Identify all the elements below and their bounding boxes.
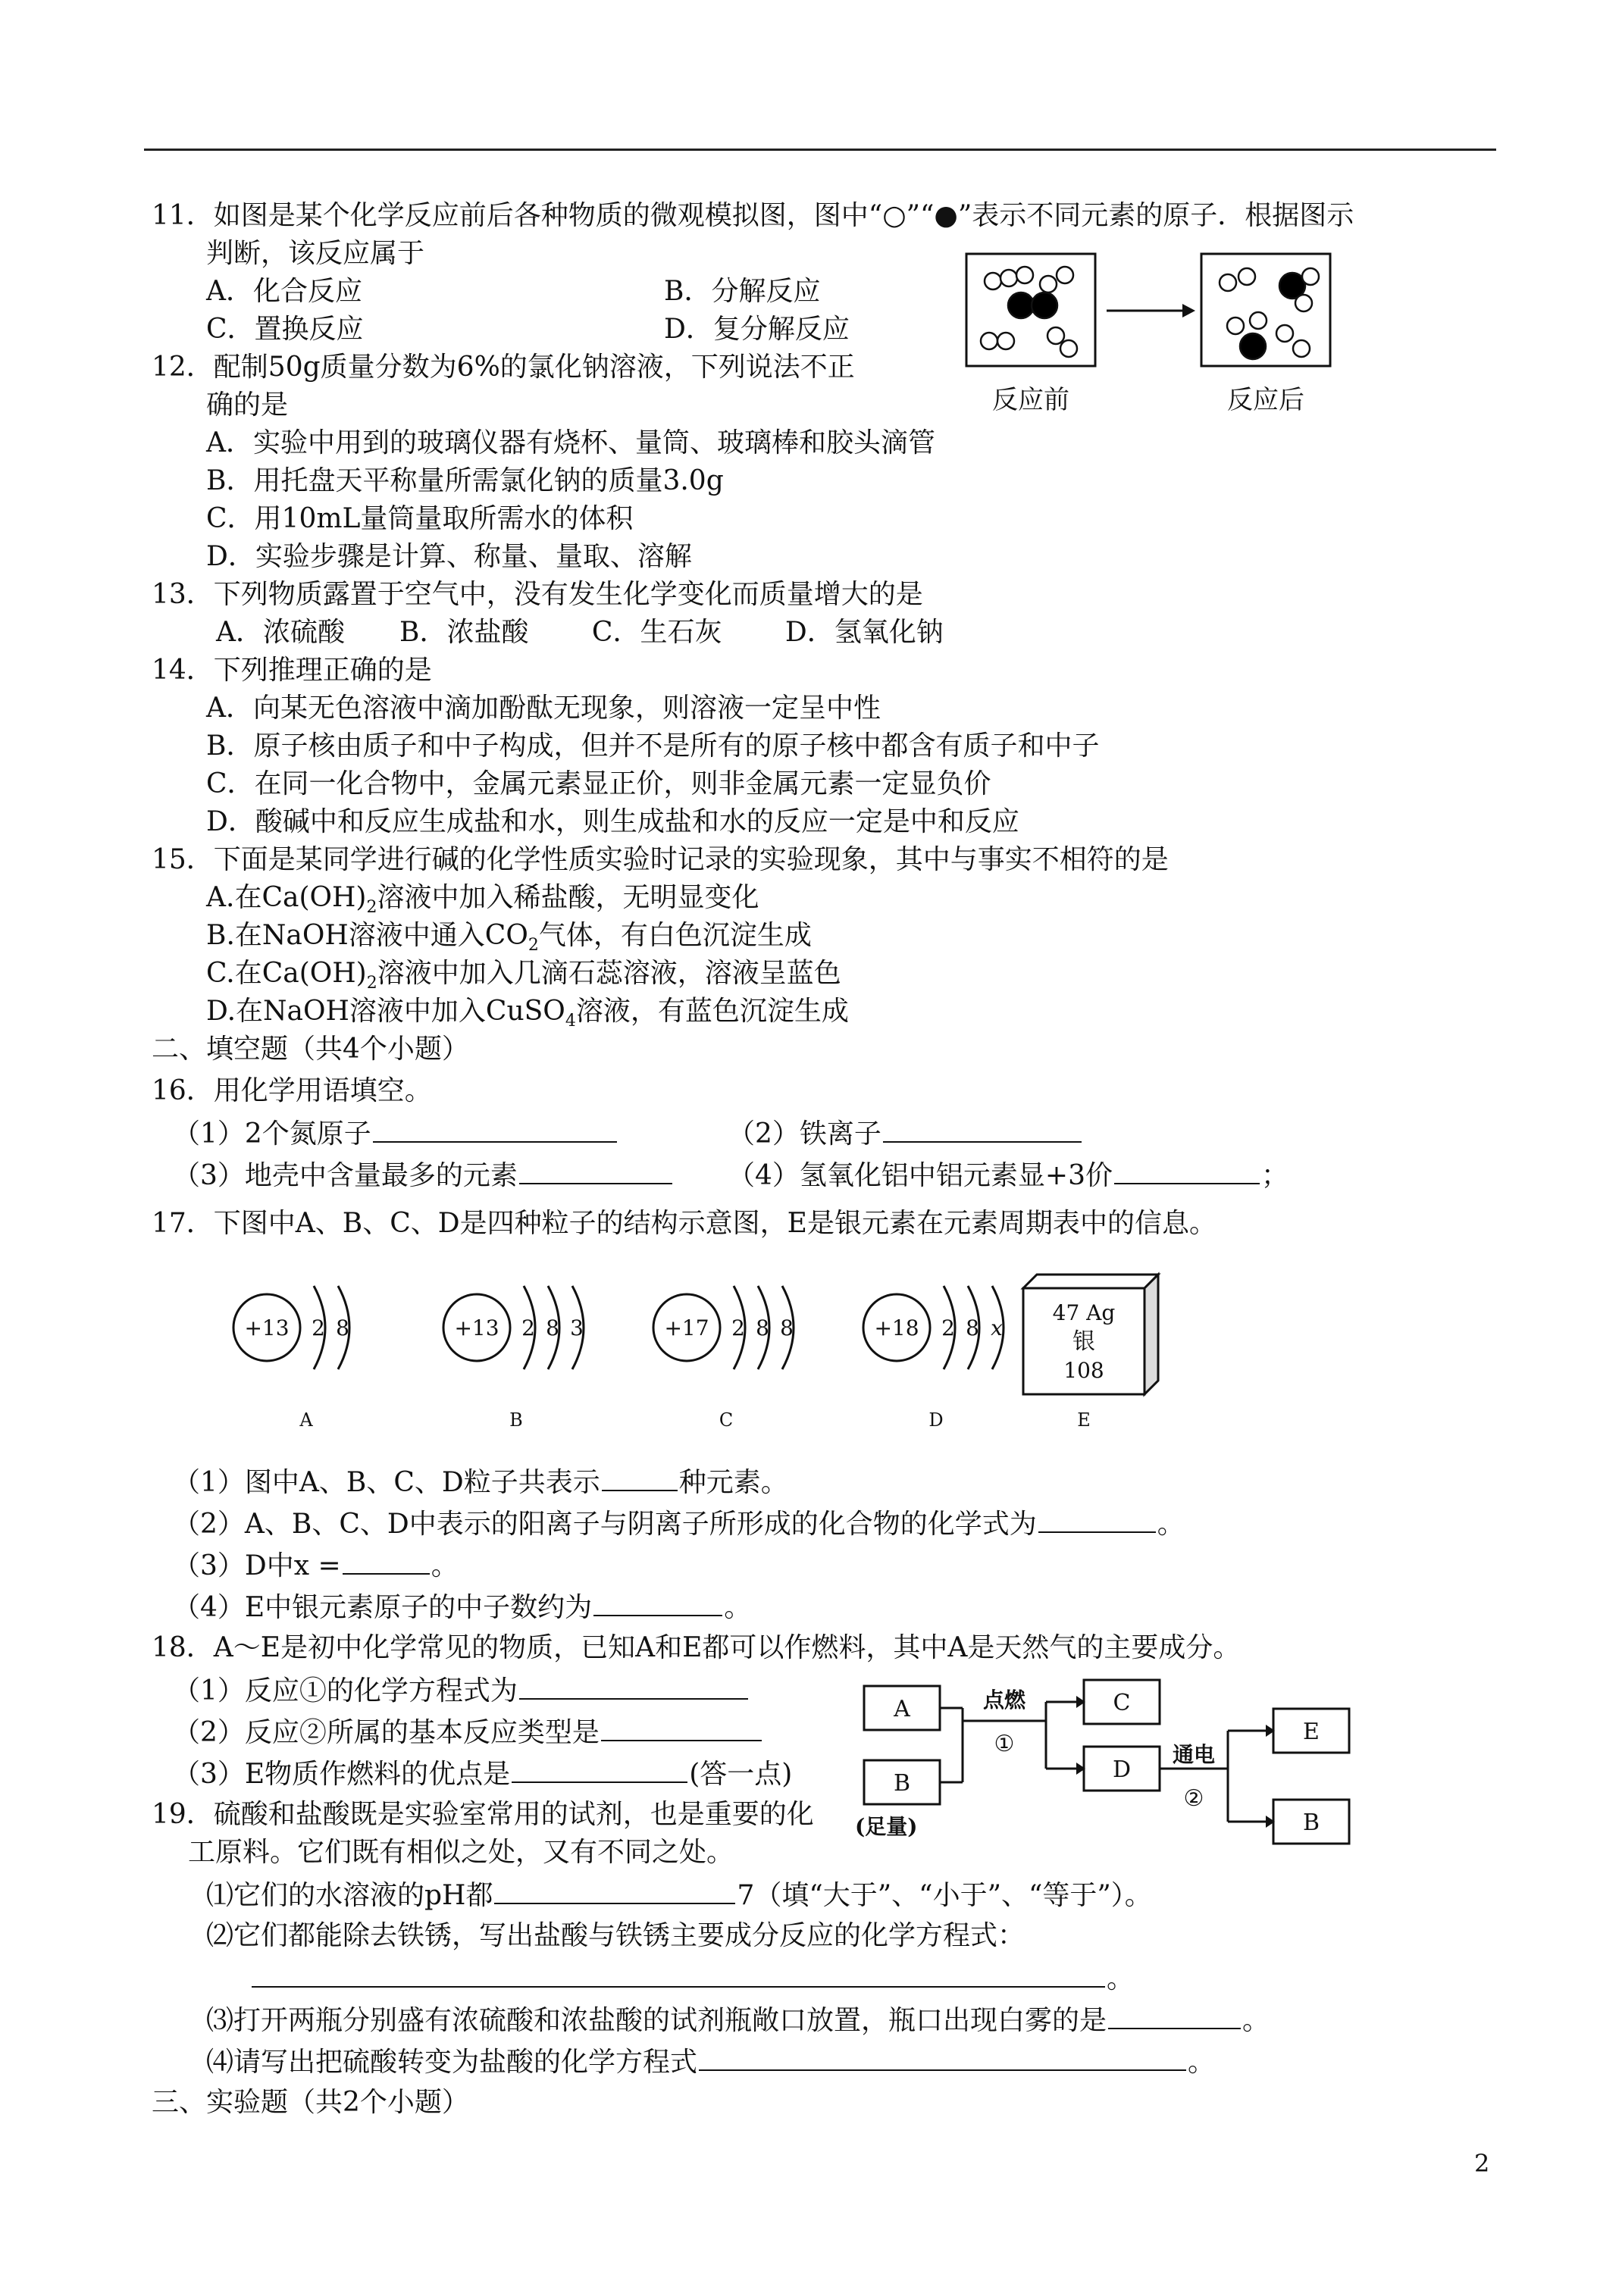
q16-answer-4[interactable]: [1114, 1156, 1260, 1184]
atom-diagram-c: [653, 1286, 794, 1431]
q18-part-1: （1）反应①的化学方程式为: [173, 1671, 750, 1709]
flow-step-2: ②: [1183, 1785, 1204, 1812]
shell-electron-count: 2: [941, 1315, 955, 1340]
shell-electron-count: 8: [546, 1315, 559, 1340]
q17-answer-3[interactable]: [343, 1546, 430, 1575]
q19-part-2: ⑵它们都能除去铁锈，写出盐酸与铁锈主要成分反应的化学方程式：: [206, 1920, 1025, 1951]
q16-stem: 16．用化学用语填空。: [152, 1075, 432, 1106]
q18-part-2: （2）反应②所属的基本反应类型是: [173, 1713, 763, 1750]
q17-part-2: （2）A、B、C、D中表示的阳离子与阴离子所形成的化合物的化学式为 。: [173, 1504, 1185, 1542]
flow-box-b2-label: B: [1302, 1810, 1320, 1836]
flow-box-b-label: B: [893, 1770, 911, 1797]
q15-option-c: C.在$Ca(OH)_2$溶液中加入几滴石蕊溶液，溶液呈蓝色: [206, 958, 841, 993]
q11-stem-cont: 判断，该反应属于: [206, 238, 425, 269]
q17-answer-4[interactable]: [593, 1587, 722, 1616]
q12-stem: 12．配制50g质量分数为6%的氯化钠溶液，下列说法不正: [152, 352, 855, 383]
q14-option-a: A．向某无色溶液中滴加酚酞无现象，则溶液一定呈中性: [206, 693, 881, 724]
shell-electron-count: 8: [966, 1315, 979, 1340]
q12-option-b: B．用托盘天平称量所需氯化钠的质量3.0g: [206, 465, 724, 496]
q11-stem: 11．如图是某个化学反应前后各种物质的微观模拟图，图中“○”“●”表示不同元素的原子．根据图示: [152, 200, 1354, 231]
header-rule: [144, 149, 1496, 151]
nucleus-charge: +13: [244, 1315, 290, 1340]
q16-answer-3[interactable]: [519, 1156, 672, 1184]
flow-box-b-note: (足量): [855, 1814, 918, 1839]
q19-answer-3[interactable]: [1108, 2000, 1241, 2029]
shell-electron-count: x: [991, 1315, 1003, 1340]
shell-electron-count: 8: [756, 1315, 769, 1340]
q16-answer-2[interactable]: [883, 1114, 1082, 1143]
q12-option-c: C．用10mL量筒量取所需水的体积: [206, 503, 634, 534]
shell-electron-count: 2: [312, 1315, 325, 1340]
q18-answer-2[interactable]: [601, 1713, 762, 1741]
flow-step-1: ①: [994, 1731, 1015, 1757]
q19-part-4: ⑷请写出把硫酸转变为盐酸的化学方程式 。: [206, 2042, 1215, 2080]
q18-answer-1[interactable]: [519, 1671, 748, 1700]
after-particles: [1220, 268, 1319, 359]
q19-answer-4[interactable]: [699, 2042, 1186, 2071]
element-number-symbol: 47 Ag: [1052, 1300, 1116, 1325]
element-name: 银: [1072, 1328, 1095, 1355]
q17-part-1: （1）图中A、B、C、D粒子共表示 种元素。: [173, 1462, 788, 1500]
flow-condition-2: 通电: [1172, 1742, 1216, 1767]
q19-part-1: ⑴它们的水溶液的pH都 7（填“大于”、“小于”、“等于”）。: [206, 1875, 1152, 1913]
q18-part-3: （3）E物质作燃料的优点是 (答一点): [173, 1754, 792, 1792]
q16-part-3: （3）地壳中含量最多的元素: [173, 1156, 674, 1193]
q11-option-d: D．复分解反应: [664, 314, 850, 345]
q14-option-d: D．酸碱中和反应生成盐和水，则生成盐和水的反应一定是中和反应: [206, 806, 1019, 837]
q14-option-c: C．在同一化合物中，金属元素显正价，则非金属元素一定显负价: [206, 768, 991, 799]
before-particles: [981, 267, 1077, 357]
q17-part-3: （3）D中x = 。: [173, 1546, 459, 1584]
atom-label: B: [509, 1409, 523, 1431]
shell-electron-count: 3: [570, 1315, 584, 1340]
q15-option-b: B.在NaOH溶液中通入$CO_2$气体，有白色沉淀生成: [206, 920, 812, 956]
flow-box-c-label: C: [1113, 1690, 1131, 1716]
q16-answer-1[interactable]: [373, 1114, 617, 1143]
q16-part-1: （1）2个氮原子: [173, 1114, 618, 1152]
q19-part-2-line: 。: [250, 1959, 1134, 1997]
q12-option-a: A．实验中用到的玻璃仪器有烧杯、量筒、玻璃棒和胶头滴管: [206, 427, 935, 458]
q13-stem: 13．下列物质露置于空气中，没有发生化学变化而质量增大的是: [152, 579, 923, 610]
q19-stem-cont: 工原料。它们既有相似之处，又有不同之处。: [188, 1837, 734, 1868]
element-mass: 108: [1063, 1358, 1104, 1383]
q11-option-a: A．化合反应: [206, 276, 362, 307]
q11-option-b: B．分解反应: [664, 276, 821, 307]
flow-condition-1: 点燃: [982, 1688, 1026, 1713]
atom-diagram-d: [863, 1286, 1004, 1431]
atom-label: C: [719, 1409, 734, 1431]
after-label: 反应后: [1227, 385, 1304, 415]
shell-electron-count: 8: [336, 1315, 349, 1340]
q17-answer-2[interactable]: [1038, 1504, 1156, 1533]
q16-part-2: （2）铁离子: [728, 1114, 1083, 1152]
q17-stem: 17．下图中A、B、C、D是四种粒子的结构示意图，E是银元素在元素周期表中的信息。: [152, 1208, 1216, 1239]
flow-box-e-label: E: [1303, 1719, 1320, 1745]
flow-box-d-label: D: [1112, 1756, 1132, 1783]
reaction-micro-diagram: [951, 246, 1361, 424]
q19-stem: 19．硫酸和盐酸既是实验室常用的试剂，也是重要的化: [152, 1799, 814, 1830]
section-2-heading: 二、填空题（共4个小题）: [152, 1034, 469, 1065]
particle-structure-diagrams: [205, 1258, 1190, 1440]
q15-option-a: A.在$Ca(OH)_2$溶液中加入稀盐酸，无明显变化: [206, 882, 759, 918]
q12-option-d: D．实验步骤是计算、称量、量取、溶解: [206, 541, 692, 572]
before-label: 反应前: [992, 385, 1069, 415]
q11-option-c: C．置换反应: [206, 314, 364, 345]
nucleus-charge: +18: [874, 1315, 919, 1340]
nucleus-charge: +17: [664, 1315, 709, 1340]
q18-stem: 18．A～E是初中化学常见的物质，已知A和E都可以作燃料，其中A是天然气的主要成分。: [152, 1632, 1241, 1663]
q19-answer-2[interactable]: [252, 1959, 1105, 1988]
q15-option-d: D.在NaOH溶液中加入CuSO$_4$溶液，有蓝色沉淀生成: [206, 996, 849, 1031]
q12-stem-cont: 确的是: [206, 389, 289, 421]
element-card-e: [1023, 1275, 1158, 1431]
q13-options: A．浓硫酸 B．浓盐酸 C．生石灰 D．氢氧化钠: [216, 617, 944, 648]
shell-electron-count: 8: [780, 1315, 794, 1340]
page-number: 2: [1474, 2149, 1490, 2178]
flow-box-a-label: A: [894, 1696, 910, 1722]
reaction-arrow: [1107, 304, 1195, 317]
atom-diagram-b: [443, 1286, 584, 1431]
shell-electron-count: 2: [521, 1315, 535, 1340]
q17-part-4: （4）E中银元素原子的中子数约为 。: [173, 1587, 751, 1625]
q18-answer-3[interactable]: [512, 1754, 687, 1783]
q19-answer-1[interactable]: [494, 1875, 735, 1904]
atom-label: D: [928, 1409, 944, 1431]
reaction-flow-diagram: [849, 1678, 1357, 1853]
q15-stem: 15．下面是某同学进行碱的化学性质实验时记录的实验现象，其中与事实不相符的是: [152, 844, 1169, 875]
q17-answer-1[interactable]: [602, 1462, 678, 1491]
atom-label: A: [299, 1409, 313, 1431]
atom-diagrams: [233, 1286, 1004, 1431]
atom-diagram-a: [233, 1286, 349, 1431]
q19-part-3: ⑶打开两瓶分别盛有浓硫酸和浓盐酸的试剂瓶敞口放置，瓶口出现白雾的是 。: [206, 2000, 1270, 2038]
section-3-heading: 三、实验题（共2个小题）: [152, 2087, 469, 2118]
q16-part-4: （4）氢氧化铝中铝元素显+3价 ；: [728, 1156, 1289, 1193]
element-card-label: E: [1077, 1409, 1091, 1431]
q14-stem: 14．下列推理正确的是: [152, 655, 432, 686]
nucleus-charge: +13: [454, 1315, 499, 1340]
shell-electron-count: 2: [731, 1315, 745, 1340]
q14-option-b: B．原子核由质子和中子构成，但并不是所有的原子核中都含有质子和中子: [206, 730, 1100, 762]
